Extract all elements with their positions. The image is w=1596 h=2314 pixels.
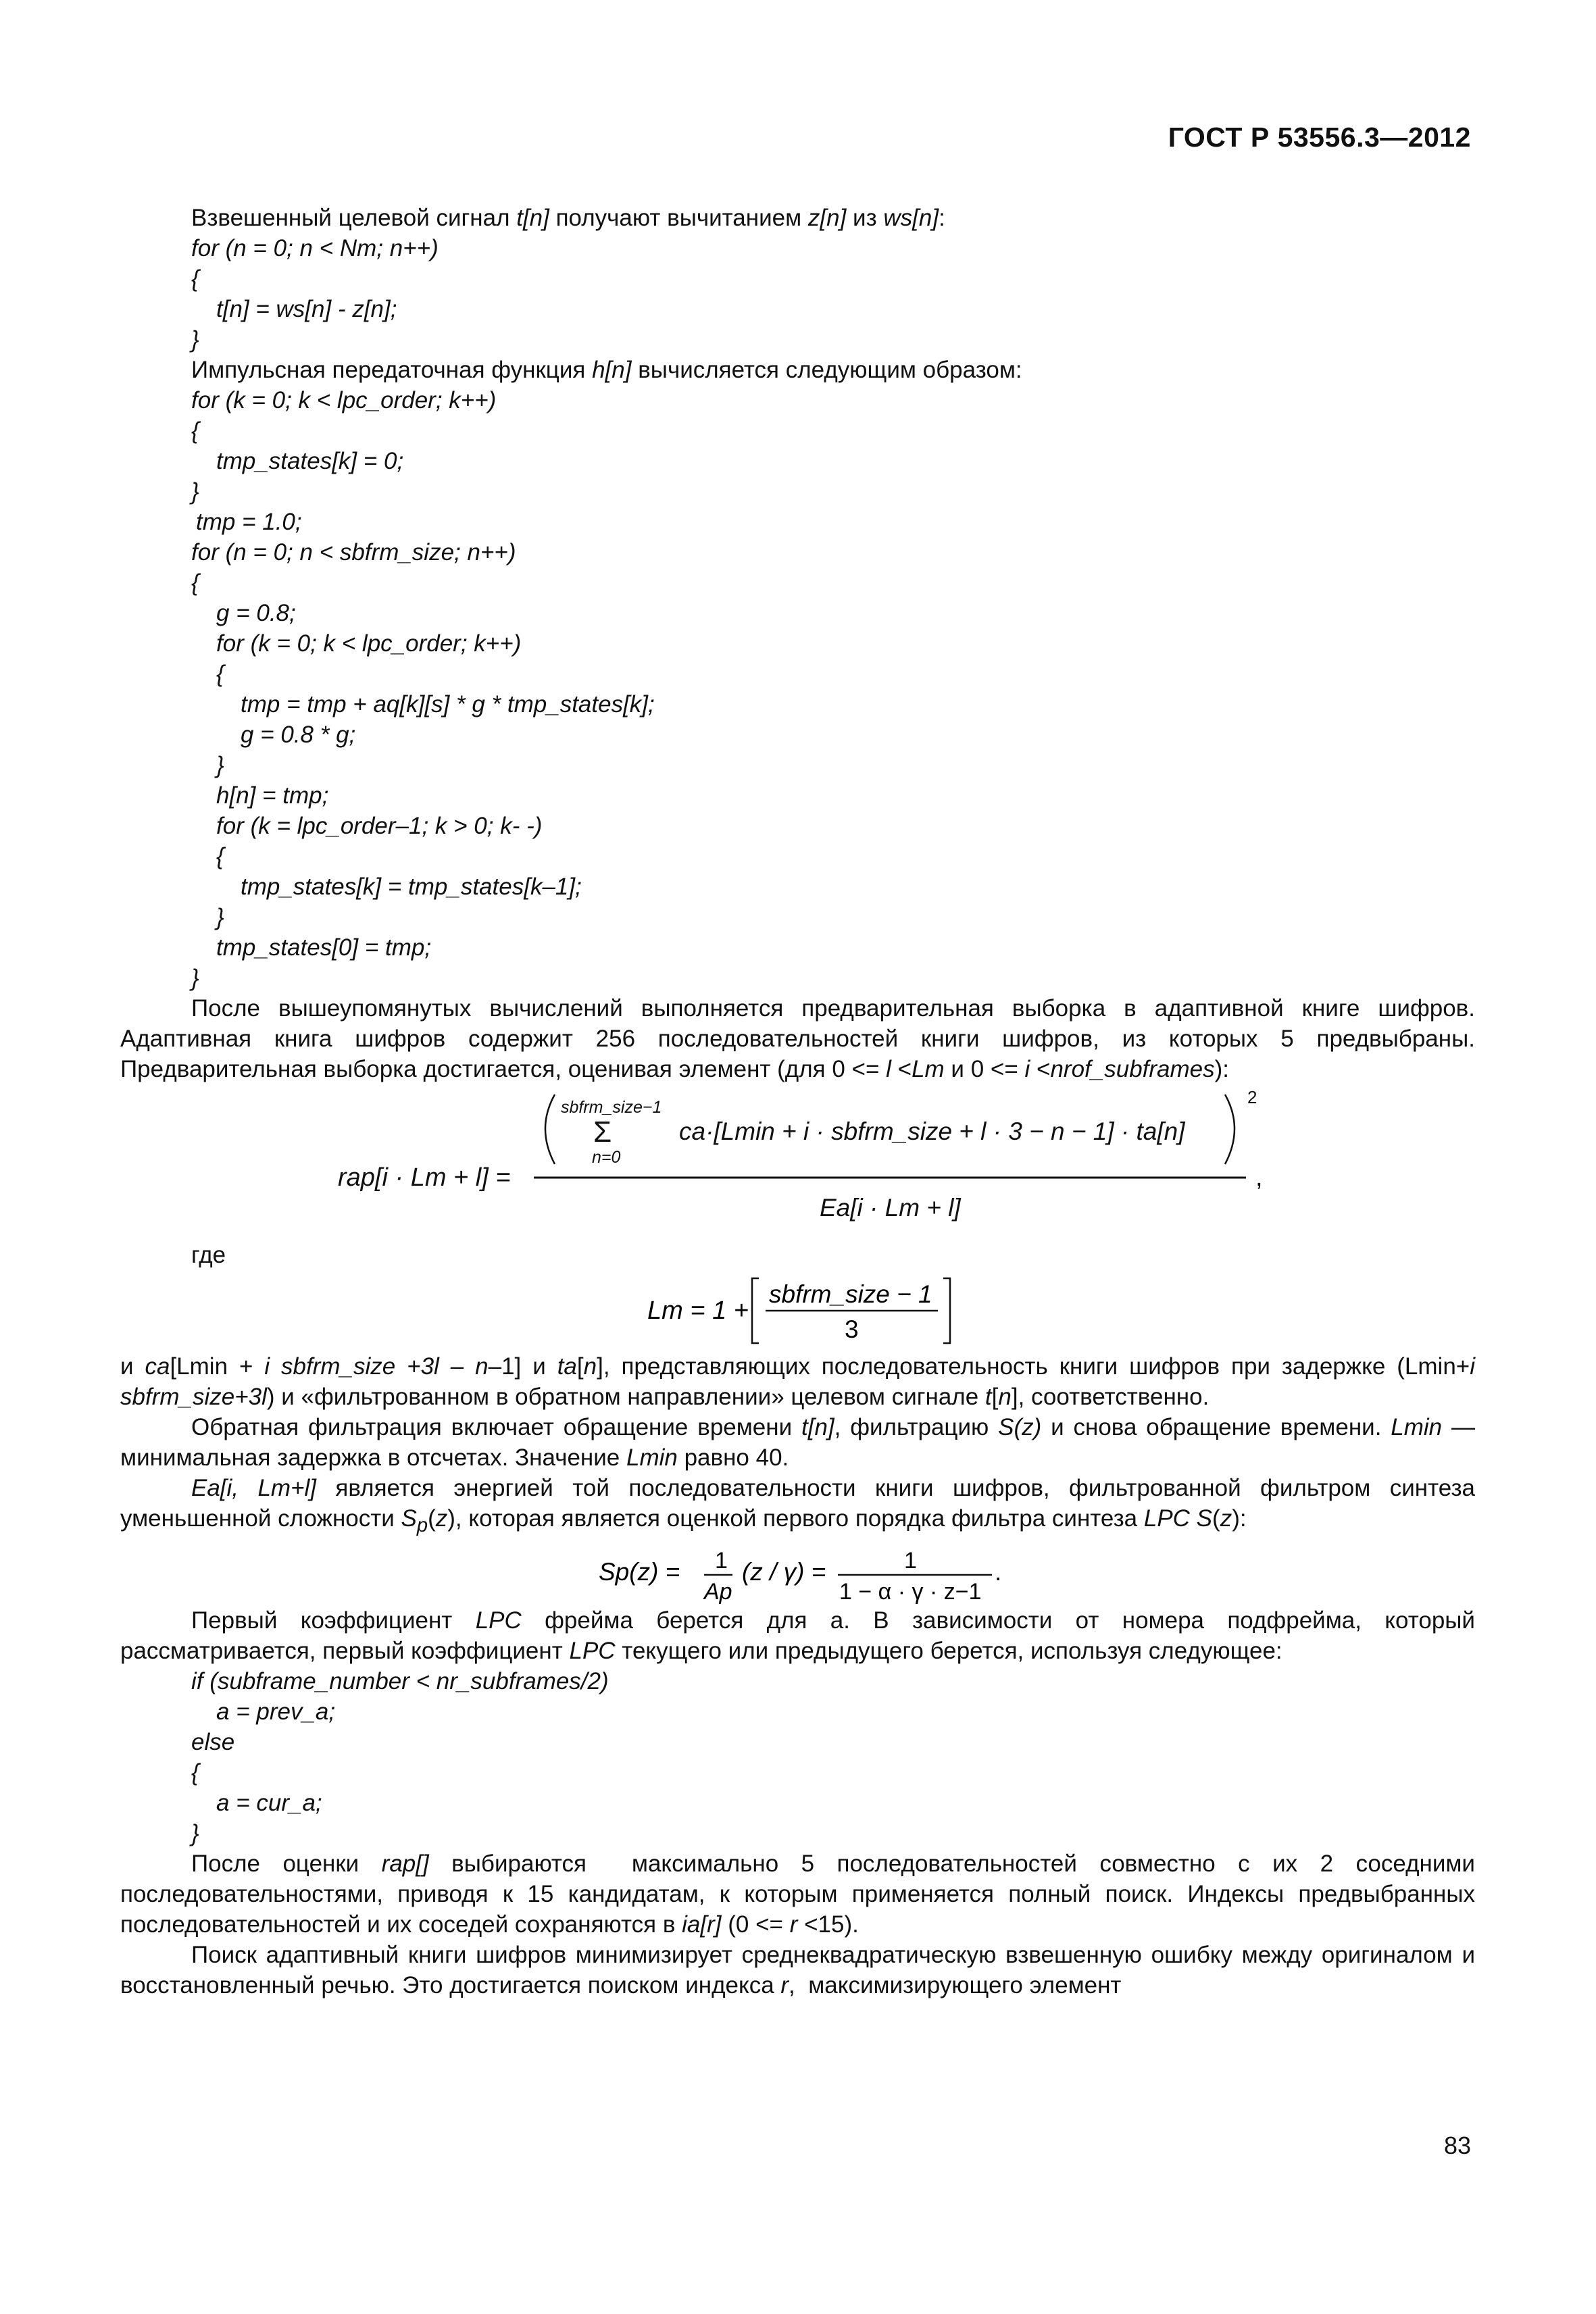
eq-rap-comma: ,: [1255, 1163, 1263, 1192]
code-line: {: [216, 843, 224, 870]
eq-rap-right-paren: [1225, 1095, 1235, 1164]
paragraph-ca-ta: и ca[Lmin + i sbfrm_size +3l – n–1] и ta[n], представляющих последовательность книги шифров при задержке (Lmin+i sbfrm_size+3l) и «фильтрованном в обратном направлении» целевом сигнале t[n], соответственно.: [120, 1353, 1476, 1410]
eq-sp-frac2-num: 1: [904, 1548, 917, 1574]
code-line: tmp_states[k] = 0;: [216, 448, 404, 474]
code-line: }: [216, 752, 224, 778]
code-line: }: [216, 904, 224, 930]
eq-rap-sum-upper: sbfrm_size−1: [561, 1098, 662, 1117]
page-number: 83: [1443, 2132, 1471, 2159]
code-line: tmp_states[0] = tmp;: [216, 934, 432, 961]
code-line: for (k = 0; k < lpc_order; k++): [216, 630, 522, 657]
equation-rap-svg: [120, 1084, 1475, 1240]
eq-rap-exponent: 2: [1247, 1087, 1257, 1107]
code-line: for (n = 0; n < sbfrm_size; n++): [191, 539, 516, 565]
code-line: tmp = tmp + aq[k][s] * g * tmp_states[k];: [241, 691, 655, 718]
paragraph-search: Поиск адаптивный книги шифров минимизирует среднеквадратическую взвешенную ошибку между оригиналом и восстановленный речью. Это достигается поиском индекса r, максимизирующего элемент: [120, 1942, 1475, 1998]
intro-line-1: Взвешенный целевой сигнал t[n] получают вычитанием z[n] из ws[n]:: [191, 205, 945, 231]
code-line: if (subframe_number < nr_subframes/2): [191, 1668, 609, 1694]
intro-line-2: Импульсная передаточная функция h[n] вычисляется следующим образом:: [191, 357, 1022, 383]
paragraph-first-coef: Первый коэффициент LPC фрейма берется для a. В зависимости от номера подфрейма, который рассматривается, первый коэффициент LPC текущего или предыдущего берется, используя следующее:: [120, 1607, 1475, 1664]
code-line: }: [191, 326, 199, 353]
code-line: g = 0.8 * g;: [241, 722, 356, 748]
code-line: {: [191, 266, 199, 292]
equation-lm: [120, 1270, 1475, 1351]
eq-rap-left-paren: [545, 1095, 555, 1164]
code-line: }: [191, 965, 199, 991]
eq-sp-frac1-den: Ap: [704, 1579, 732, 1605]
eq-sp-period: .: [995, 1558, 1002, 1586]
code-line: tmp_states[k] = tmp_states[k–1];: [241, 874, 582, 900]
code-line: a = cur_a;: [216, 1790, 322, 1816]
equation-rap: [120, 1084, 1475, 1240]
paragraph-energy: Ea[i, Lm+l] является энергией той последовательности книги шифров, фильтрованной фильтром синтеза уменьшенной сложности $S_p(z)$, которая является оценкой первого порядка фильтра синтеза LPC S(z):: [120, 1475, 1475, 1536]
paragraph-preselection: После вышеупомянутых вычислений выполняется предварительная выборка в адаптивной книге шифров. Адаптивная книга шифров содержит 256 последовательностей книги шифров, из которых 5 предвыбраны. Предварительная выборка достигается, оценивая элемент (для 0 <= l <Lm и 0 <= i <nrof_subframes):: [120, 995, 1475, 1082]
eq-rap-lhs: rap[i · Lm + l] =: [338, 1163, 511, 1192]
equation-sp: [120, 1541, 1475, 1605]
equation-sp-svg: [120, 1541, 1475, 1605]
eq-sp-mid: (z / γ) =: [742, 1558, 826, 1586]
eq-lm-denominator: 3: [845, 1315, 859, 1343]
eq-rap-numerator: ca·[Lmin + i · sbfrm_size + l · 3 − n − 1] · ta[n]: [679, 1117, 1185, 1145]
code-line: g = 0.8;: [216, 600, 296, 626]
eq-lm-numerator: sbfrm_size − 1: [769, 1280, 932, 1308]
eq-sp-frac2-den: 1 − α · γ · z−1: [839, 1579, 982, 1605]
code-line: h[n] = tmp;: [216, 782, 329, 809]
eq-rap-denominator: Ea[i · Lm + l]: [820, 1194, 961, 1222]
code-line: {: [191, 570, 199, 596]
code-line: for (k = 0; k < lpc_order; k++): [191, 387, 497, 413]
equation-lm-svg: [120, 1270, 1475, 1351]
paragraph-inverse-filtering: Обратная фильтрация включает обращение времени t[n], фильтрацию S(z) и снова обращение времени. Lmin — минимальная задержка в отсчетах. Значение Lmin равно 40.: [120, 1414, 1475, 1471]
code-line: for (k = lpc_order–1; k > 0; k- -): [216, 813, 543, 839]
code-line: {: [191, 1759, 199, 1786]
code-line: {: [216, 661, 224, 687]
code-line: tmp = 1.0;: [196, 509, 302, 535]
code-line: }: [191, 1820, 199, 1846]
eq-sp-frac1-num: 1: [715, 1548, 728, 1574]
code-line: for (n = 0; n < Nm; n++): [191, 235, 439, 261]
eq-lm-left-bracket: [752, 1278, 759, 1343]
eq-lm-right-bracket: [943, 1278, 950, 1343]
code-line: else: [191, 1729, 235, 1755]
eq-rap-sum-lower: n=0: [592, 1148, 621, 1167]
where-label: где: [191, 1242, 226, 1268]
eq-sp-lhs: Sp(z) =: [599, 1558, 680, 1586]
code-line: {: [191, 418, 199, 444]
body-text: [120, 203, 1475, 2001]
paragraph-selection: После оценки rap[] выбираются максимально 5 последовательностей совместно с их 2 соседними последовательностями, приводя к 15 кандидатам, к которым применяется полный поиск. Индексы предвыбранных последовательностей и их соседей сохраняются в ia[r] (0 <= r <15).: [120, 1851, 1475, 1938]
code-line: a = prev_a;: [216, 1699, 336, 1725]
eq-rap-sigma: Σ: [593, 1115, 612, 1149]
code-line: t[n] = ws[n] - z[n];: [216, 296, 397, 322]
eq-lm-lhs: Lm = 1 +: [647, 1297, 749, 1325]
code-line: }: [191, 478, 199, 505]
standard-header: ГОСТ Р 53556.3—2012: [1168, 122, 1471, 153]
